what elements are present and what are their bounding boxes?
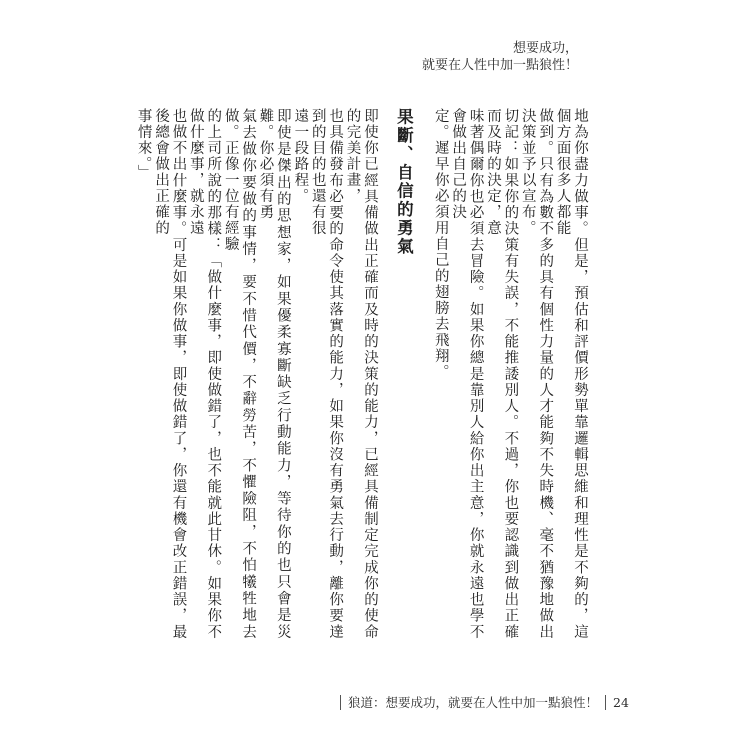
paragraph: 即使你已經具備做出正確而及時的決策的能力，已經具備制定完成你的使命的完美計畫， 也具備發布必要的命令使其落實的能力，如果你沒有勇氣去行動，離你要達到的目的也還有很 遠一段路程。 [292,108,378,640]
page-footer [333,693,629,711]
section-spacer [414,108,431,640]
running-header-line-1: 想要成功， [512,41,578,56]
page-body-text [135,108,588,640]
paragraph: 即使是傑出的思想家，如果優柔寡斷缺乏行動能力，等待你的也只會是災難。你必須有勇 氣去做你要做的事情，要不惜代價，不辭勞苦，不懼險阻，不怕犧牲地去做。正像一位有經驗 的上司所說的那樣：「做什麼事，即使做錯了，也不能就此甘休。如果你不做什麼事，就永遠 也做不出什麼事。可是如果你做事，即使做錯了，你還有機會改正錯誤，最後總會做出正確的 事情來。」 [135,108,291,640]
section-heading: 果斷、自信的勇氣 [394,108,414,256]
running-header [422,40,578,74]
footer-book-title: 狼道：想要成功，就要在人性中加一點狼性！ [348,695,599,710]
footer-divider [340,695,341,710]
section-spacer [378,108,395,640]
running-header-line-2: 就要在人性中加一點狼性！ [421,58,578,73]
page-number: 24 [613,694,629,710]
paragraph-continued: 地為你盡力做事。但是，預估和評價形勢單靠邏輯思維和理性是不夠的，這個方面很多人都能 做到。只有為數不多的具有個性力量的人才能夠不失時機、毫不猶豫地做出決策並予以宣布。 切記：如果你的決策有失誤，不能推諉別人。不過，你也要認識到做出正確而及時的決定，意 味著偶爾你也必須去冒險。如果你總是靠別人給你出主意，你就永遠也學不會做出自己的決 定。遲早你必須用自己的翅膀去飛翔。 [432,108,588,640]
footer-divider [605,695,606,710]
